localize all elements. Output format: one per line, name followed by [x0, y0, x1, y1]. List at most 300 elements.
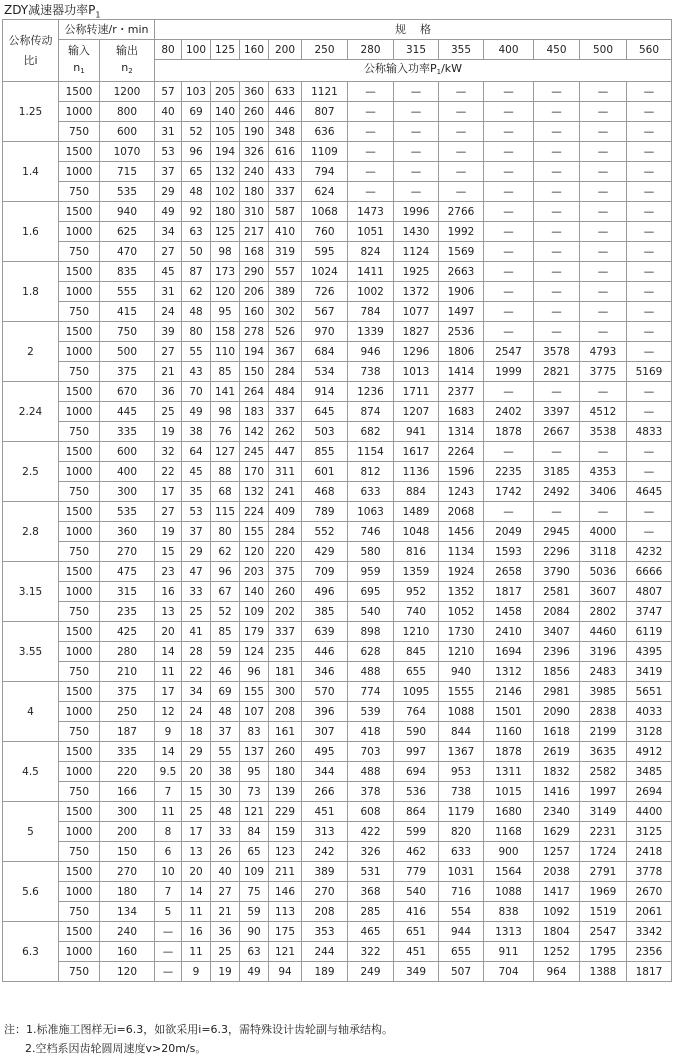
- ratio-cell: 4.5: [3, 742, 59, 802]
- power-cell: —: [439, 162, 484, 182]
- input-speed-cell: 1000: [59, 822, 100, 842]
- power-cell: 3196: [580, 642, 627, 662]
- power-cell: 2581: [534, 582, 580, 602]
- power-cell: 47: [182, 562, 211, 582]
- power-cell: 2264: [439, 442, 484, 462]
- power-cell: 181: [269, 662, 302, 682]
- ratio-cell: 5: [3, 802, 59, 862]
- output-speed-cell: 210: [100, 662, 155, 682]
- input-speed-cell: 1500: [59, 922, 100, 942]
- power-cell: —: [484, 302, 534, 322]
- input-speed-cell: 750: [59, 122, 100, 142]
- power-cell: 146: [269, 882, 302, 902]
- power-cell: 19: [155, 422, 182, 442]
- power-cell: 65: [240, 842, 269, 862]
- power-cell: 224: [240, 502, 269, 522]
- table-row: [3, 802, 672, 822]
- power-cell: 580: [348, 542, 394, 562]
- output-speed-cell: 800: [100, 102, 155, 122]
- power-cell: —: [534, 82, 580, 102]
- power-cell: 941: [394, 422, 439, 442]
- power-cell: —: [580, 282, 627, 302]
- ratio-cell: 2.24: [3, 382, 59, 442]
- table-row: [3, 302, 672, 322]
- power-cell: 180: [269, 762, 302, 782]
- power-cell: 1160: [484, 722, 534, 742]
- power-cell: 285: [348, 902, 394, 922]
- power-cell: 2619: [534, 742, 580, 762]
- power-cell: 33: [182, 582, 211, 602]
- power-cell: 1013: [394, 362, 439, 382]
- power-cell: 353: [302, 922, 348, 942]
- power-cell: 695: [348, 582, 394, 602]
- table-row: [3, 342, 672, 362]
- power-cell: 208: [302, 902, 348, 922]
- input-speed-cell: 1000: [59, 522, 100, 542]
- power-cell: 874: [348, 402, 394, 422]
- power-cell: 6: [155, 842, 182, 862]
- output-speed-cell: 220: [100, 762, 155, 782]
- power-cell: 94: [269, 962, 302, 982]
- power-cell: 4512: [580, 402, 627, 422]
- power-cell: 526: [269, 322, 302, 342]
- power-cell: 96: [211, 562, 240, 582]
- power-cell: —: [439, 102, 484, 122]
- table-row: [3, 542, 672, 562]
- power-cell: —: [394, 162, 439, 182]
- input-speed-cell: 1500: [59, 562, 100, 582]
- header-speed: 公称转速/r・min: [59, 20, 155, 40]
- power-cell: 1002: [348, 282, 394, 302]
- power-cell: 557: [269, 262, 302, 282]
- ratio-cell: 4: [3, 682, 59, 742]
- power-cell: 540: [348, 602, 394, 622]
- power-cell: 628: [348, 642, 394, 662]
- power-cell: 1088: [484, 882, 534, 902]
- power-cell: 20: [155, 622, 182, 642]
- output-speed-cell: 280: [100, 642, 155, 662]
- power-cell: 554: [439, 902, 484, 922]
- power-cell: 189: [302, 962, 348, 982]
- input-speed-cell: 1000: [59, 102, 100, 122]
- power-cell: 103: [182, 82, 211, 102]
- output-speed-cell: 335: [100, 742, 155, 762]
- power-cell: 49: [240, 962, 269, 982]
- table-row: [3, 122, 672, 142]
- power-cell: 5169: [627, 362, 672, 382]
- power-cell: 190: [240, 122, 269, 142]
- table-title-subscript: 1: [95, 10, 101, 20]
- power-cell: 844: [439, 722, 484, 742]
- power-cell: 229: [269, 802, 302, 822]
- power-cell: —: [484, 202, 534, 222]
- power-cell: 8: [155, 822, 182, 842]
- power-cell: 2235: [484, 462, 534, 482]
- power-cell: 1179: [439, 802, 484, 822]
- power-cell: 2582: [580, 762, 627, 782]
- power-cell: 1207: [394, 402, 439, 422]
- power-cell: —: [534, 182, 580, 202]
- power-cell: —: [580, 162, 627, 182]
- power-cell: 1154: [348, 442, 394, 462]
- power-cell: 1992: [439, 222, 484, 242]
- power-cell: —: [627, 402, 672, 422]
- power-cell: 25: [182, 602, 211, 622]
- power-cell: 205: [211, 82, 240, 102]
- table-row: [3, 582, 672, 602]
- power-cell: 389: [302, 862, 348, 882]
- power-cell: 3538: [580, 422, 627, 442]
- power-cell: 98: [211, 242, 240, 262]
- power-cell: 1352: [439, 582, 484, 602]
- power-cell: 62: [211, 542, 240, 562]
- input-speed-cell: 750: [59, 362, 100, 382]
- power-cell: 1024: [302, 262, 348, 282]
- power-cell: 1569: [439, 242, 484, 262]
- power-cell: 1473: [348, 202, 394, 222]
- power-cell: 2547: [484, 342, 534, 362]
- power-cell: 170: [240, 462, 269, 482]
- power-cell: 1730: [439, 622, 484, 642]
- power-cell: 27: [155, 242, 182, 262]
- power-cell: 30: [211, 782, 240, 802]
- power-cell: 4400: [627, 802, 672, 822]
- power-cell: 599: [394, 822, 439, 842]
- power-cell: —: [627, 82, 672, 102]
- power-cell: 25: [211, 942, 240, 962]
- power-cell: 855: [302, 442, 348, 462]
- power-cell: 1832: [534, 762, 580, 782]
- power-cell: —: [394, 122, 439, 142]
- power-cell: 16: [182, 922, 211, 942]
- power-cell: —: [484, 182, 534, 202]
- power-cell: —: [627, 162, 672, 182]
- power-cell: 1359: [394, 562, 439, 582]
- power-cell: 242: [302, 842, 348, 862]
- header-size: 450: [534, 40, 580, 60]
- table-row: [3, 602, 672, 622]
- table-row: [3, 762, 672, 782]
- power-cell: —: [627, 202, 672, 222]
- input-speed-cell: 750: [59, 422, 100, 442]
- power-cell: 633: [348, 482, 394, 502]
- power-cell: 29: [182, 542, 211, 562]
- table-row: [3, 102, 672, 122]
- power-cell: 3185: [534, 462, 580, 482]
- power-cell: 2663: [439, 262, 484, 282]
- power-cell: —: [580, 82, 627, 102]
- power-cell: 2146: [484, 682, 534, 702]
- power-cell: 2547: [580, 922, 627, 942]
- power-cell: 337: [269, 622, 302, 642]
- table-row: [3, 242, 672, 262]
- input-speed-cell: 1500: [59, 682, 100, 702]
- input-speed-cell: 750: [59, 842, 100, 862]
- power-cell: 20: [182, 762, 211, 782]
- power-cell: 694: [394, 762, 439, 782]
- power-cell: 2791: [580, 862, 627, 882]
- power-cell: 1124: [394, 242, 439, 262]
- power-cell: 595: [302, 242, 348, 262]
- power-cell: 45: [155, 262, 182, 282]
- table-row: [3, 562, 672, 582]
- power-cell: 14: [182, 882, 211, 902]
- power-cell: 4793: [580, 342, 627, 362]
- table-row: [3, 382, 672, 402]
- power-cell: 4460: [580, 622, 627, 642]
- header-size: 355: [439, 40, 484, 60]
- power-cell: 202: [269, 602, 302, 622]
- power-cell: —: [484, 322, 534, 342]
- power-cell: 36: [155, 382, 182, 402]
- power-cell: 278: [240, 322, 269, 342]
- header-size: 280: [348, 40, 394, 60]
- power-cell: —: [155, 962, 182, 982]
- power-cell: 418: [348, 722, 394, 742]
- table-row: [3, 162, 672, 182]
- input-speed-cell: 1000: [59, 762, 100, 782]
- power-cell: 34: [155, 222, 182, 242]
- power-cell: 262: [269, 422, 302, 442]
- power-cell: 636: [302, 122, 348, 142]
- power-cell: 139: [269, 782, 302, 802]
- power-cell: 1806: [439, 342, 484, 362]
- power-cell: 45: [182, 462, 211, 482]
- power-cell: 83: [240, 722, 269, 742]
- power-cell: 2356: [627, 942, 672, 962]
- power-cell: —: [484, 262, 534, 282]
- power-cell: 32: [155, 442, 182, 462]
- power-cell: 344: [302, 762, 348, 782]
- power-cell: 570: [302, 682, 348, 702]
- power-cell: 1210: [439, 642, 484, 662]
- power-cell: —: [534, 262, 580, 282]
- output-speed-cell: 535: [100, 182, 155, 202]
- table-row: [3, 182, 672, 202]
- power-cell: 46: [211, 662, 240, 682]
- output-speed-cell: 360: [100, 522, 155, 542]
- power-cell: 740: [394, 602, 439, 622]
- power-cell: —: [484, 382, 534, 402]
- power-cell: 52: [182, 122, 211, 142]
- power-cell: —: [348, 142, 394, 162]
- power-cell: 284: [269, 362, 302, 382]
- power-cell: 587: [269, 202, 302, 222]
- power-cell: —: [534, 222, 580, 242]
- header-size: 160: [240, 40, 269, 60]
- power-cell: 368: [348, 882, 394, 902]
- power-cell: 703: [348, 742, 394, 762]
- power-cell: 2667: [534, 422, 580, 442]
- header-output-speed: 输出 $n_2$: [100, 40, 155, 82]
- output-speed-cell: 475: [100, 562, 155, 582]
- power-cell: 55: [211, 742, 240, 762]
- power-cell: —: [534, 382, 580, 402]
- header-size: 100: [182, 40, 211, 60]
- power-cell: —: [534, 442, 580, 462]
- power-cell: 465: [348, 922, 394, 942]
- table-row: [3, 502, 672, 522]
- power-cell: 137: [240, 742, 269, 762]
- output-speed-cell: 375: [100, 362, 155, 382]
- power-cell: 1617: [394, 442, 439, 462]
- power-cell: 168: [240, 242, 269, 262]
- power-cell: 1243: [439, 482, 484, 502]
- header-size: 200: [269, 40, 302, 60]
- power-cell: 970: [302, 322, 348, 342]
- power-cell: 24: [182, 702, 211, 722]
- power-cell: 774: [348, 682, 394, 702]
- power-cell: 2410: [484, 622, 534, 642]
- power-cell: 1252: [534, 942, 580, 962]
- power-cell: —: [439, 142, 484, 162]
- power-cell: 451: [302, 802, 348, 822]
- power-cell: 87: [182, 262, 211, 282]
- power-cell: 496: [302, 582, 348, 602]
- power-cell: 1925: [394, 262, 439, 282]
- power-cell: 19: [155, 522, 182, 542]
- power-cell: 27: [155, 342, 182, 362]
- power-cell: 1236: [348, 382, 394, 402]
- input-speed-cell: 750: [59, 242, 100, 262]
- power-cell: 789: [302, 502, 348, 522]
- power-cell: 3635: [580, 742, 627, 762]
- power-cell: 124: [240, 642, 269, 662]
- power-cell: 9: [182, 962, 211, 982]
- header-power-unit: 公称输入功率$P_1/kW$: [155, 60, 672, 82]
- power-cell: 2396: [534, 642, 580, 662]
- power-cell: 5: [155, 902, 182, 922]
- power-cell: 115: [211, 502, 240, 522]
- output-speed-cell: 300: [100, 482, 155, 502]
- power-cell: —: [627, 462, 672, 482]
- power-cell: 260: [240, 102, 269, 122]
- output-speed-cell: 415: [100, 302, 155, 322]
- power-cell: 88: [211, 462, 240, 482]
- output-speed-cell: 120: [100, 962, 155, 982]
- header-input-speed: 输入 $n_1$: [59, 40, 100, 82]
- power-cell: 245: [240, 442, 269, 462]
- power-cell: 10: [155, 862, 182, 882]
- power-cell: 102: [211, 182, 240, 202]
- power-cell: 4033: [627, 702, 672, 722]
- power-cell: 1680: [484, 802, 534, 822]
- power-cell: 655: [439, 942, 484, 962]
- power-cell: 11: [155, 662, 182, 682]
- power-cell: 651: [394, 922, 439, 942]
- power-cell: 3985: [580, 682, 627, 702]
- power-cell: 11: [182, 942, 211, 962]
- power-cell: 1564: [484, 862, 534, 882]
- power-cell: —: [580, 502, 627, 522]
- power-cell: 25: [182, 802, 211, 822]
- power-cell: 1694: [484, 642, 534, 662]
- power-cell: 1906: [439, 282, 484, 302]
- input-speed-cell: 1500: [59, 502, 100, 522]
- power-cell: —: [627, 342, 672, 362]
- header-size: 315: [394, 40, 439, 60]
- power-cell: —: [627, 442, 672, 462]
- ratio-cell: 3.15: [3, 562, 59, 622]
- power-cell: 446: [302, 642, 348, 662]
- power-cell: 337: [269, 182, 302, 202]
- power-cell: 1519: [580, 902, 627, 922]
- output-speed-cell: 715: [100, 162, 155, 182]
- power-cell: 1555: [439, 682, 484, 702]
- power-cell: 807: [302, 102, 348, 122]
- power-cell: 1456: [439, 522, 484, 542]
- power-cell: —: [580, 322, 627, 342]
- power-cell: 2766: [439, 202, 484, 222]
- power-cell: —: [534, 322, 580, 342]
- power-cell: 63: [182, 222, 211, 242]
- power-cell: —: [580, 202, 627, 222]
- power-cell: 1095: [394, 682, 439, 702]
- power-cell: 62: [182, 282, 211, 302]
- output-speed-cell: 150: [100, 842, 155, 862]
- input-speed-cell: 750: [59, 602, 100, 622]
- power-cell: 812: [348, 462, 394, 482]
- power-cell: —: [627, 302, 672, 322]
- power-cell: 120: [240, 542, 269, 562]
- power-cell: 645: [302, 402, 348, 422]
- table-row: [3, 882, 672, 902]
- table-row: [3, 82, 672, 102]
- power-cell: 11: [182, 902, 211, 922]
- table-row: [3, 282, 672, 302]
- power-cell: 410: [269, 222, 302, 242]
- power-cell: 794: [302, 162, 348, 182]
- power-cell: 18: [182, 722, 211, 742]
- output-speed-cell: 200: [100, 822, 155, 842]
- power-cell: 2068: [439, 502, 484, 522]
- power-cell: —: [627, 382, 672, 402]
- power-cell: —: [484, 162, 534, 182]
- power-cell: 17: [155, 682, 182, 702]
- input-speed-cell: 1500: [59, 742, 100, 762]
- power-cell: 2670: [627, 882, 672, 902]
- power-cell: 43: [182, 362, 211, 382]
- power-cell: 53: [182, 502, 211, 522]
- power-cell: —: [580, 222, 627, 242]
- table-row: [3, 902, 672, 922]
- power-cell: 1501: [484, 702, 534, 722]
- power-cell: 17: [155, 482, 182, 502]
- power-cell: 3607: [580, 582, 627, 602]
- power-cell: 2038: [534, 862, 580, 882]
- power-cell: 616: [269, 142, 302, 162]
- power-cell: —: [580, 302, 627, 322]
- power-cell: 38: [182, 422, 211, 442]
- power-cell: —: [534, 242, 580, 262]
- power-cell: —: [155, 922, 182, 942]
- power-cell: 2945: [534, 522, 580, 542]
- input-speed-cell: 1500: [59, 202, 100, 222]
- input-speed-cell: 1000: [59, 642, 100, 662]
- power-cell: 484: [269, 382, 302, 402]
- power-cell: 2821: [534, 362, 580, 382]
- power-cell: 716: [439, 882, 484, 902]
- power-cell: 158: [211, 322, 240, 342]
- power-cell: 2090: [534, 702, 580, 722]
- power-cell: 3118: [580, 542, 627, 562]
- power-cell: 726: [302, 282, 348, 302]
- power-cell: 80: [182, 322, 211, 342]
- power-cell: 1388: [580, 962, 627, 982]
- power-cell: 1134: [439, 542, 484, 562]
- power-cell: 375: [269, 562, 302, 582]
- power-cell: —: [580, 142, 627, 162]
